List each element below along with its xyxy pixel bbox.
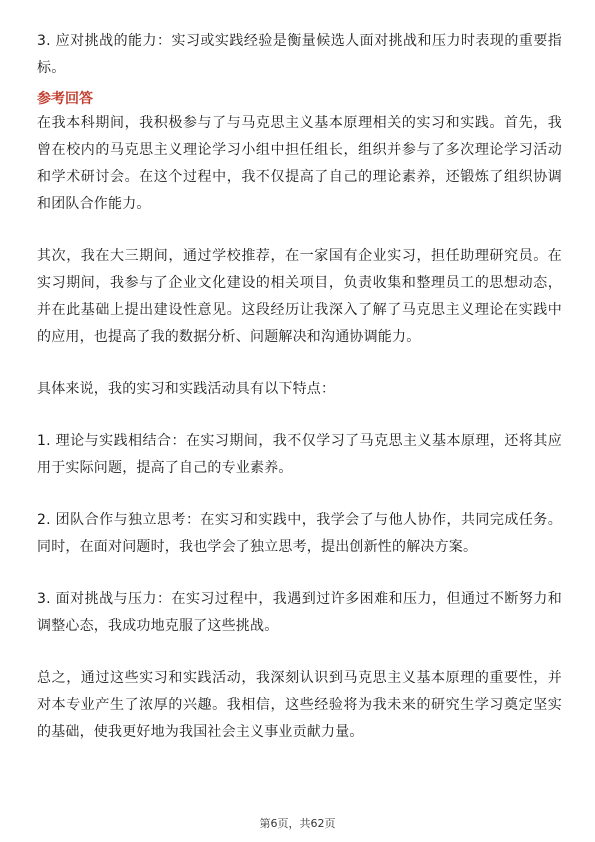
page-number: 第6页，共62页 — [259, 817, 336, 830]
paragraph-6: 3. 面对挑战与压力：在实习过程中，我遇到过许多困难和压力，但通过不断努力和调整心态，我成功地克服了这些挑战。 — [37, 591, 562, 634]
paragraph-4: 1. 理论与实践相结合：在实习期间，我不仅学习了马克思主义基本原理，还将其应用于实际问题，提高了自己的专业素养。 — [37, 433, 562, 476]
intro-list-item: 3. 应对挑战的能力：实习或实践经验是衡量候选人面对挑战和压力时表现的重要指标。 — [37, 33, 562, 76]
paragraph-1: 在我本科期间，我积极参与了与马克思主义基本原理相关的实习和实践。首先，我曾在校内的马克思主义理论学习小组中担任组长，组织并参与了多次理论学习活动和学术研讨会。在这个过程中，我不仅提高了自己的理论素养，还锻炼了组织协调和团队合作能力。 — [37, 115, 562, 212]
paragraph-5: 2. 团队合作与独立思考：在实习和实践中，我学会了与他人协作，共同完成任务。同时，在面对问题时，我也学会了独立思考，提出创新性的解决方案。 — [37, 512, 562, 555]
paragraph-7: 总之，通过这些实习和实践活动，我深刻认识到马克思主义基本原理的重要性，并对本专业产生了浓厚的兴趣。我相信，这些经验将为我未来的研究生学习奠定坚实的基础，使我更好地为我国社会主义事业贡献力量。 — [37, 670, 562, 740]
answer-heading: 参考回答 — [37, 91, 93, 107]
paragraph-3: 具体来说，我的实习和实践活动具有以下特点： — [37, 381, 336, 397]
paragraph-2: 其次，我在大三期间，通过学校推荐，在一家国有企业实习，担任助理研究员。在实习期间，我参与了企业文化建设的相关项目，负责收集和整理员工的思想动态，并在此基础上提出建设性意见。这段经历让我深入了解了马克思主义理论在实践中的应用，也提高了我的数据分析、问题解决和沟通协调能力。 — [37, 248, 562, 345]
document-page — [37, 28, 562, 746]
